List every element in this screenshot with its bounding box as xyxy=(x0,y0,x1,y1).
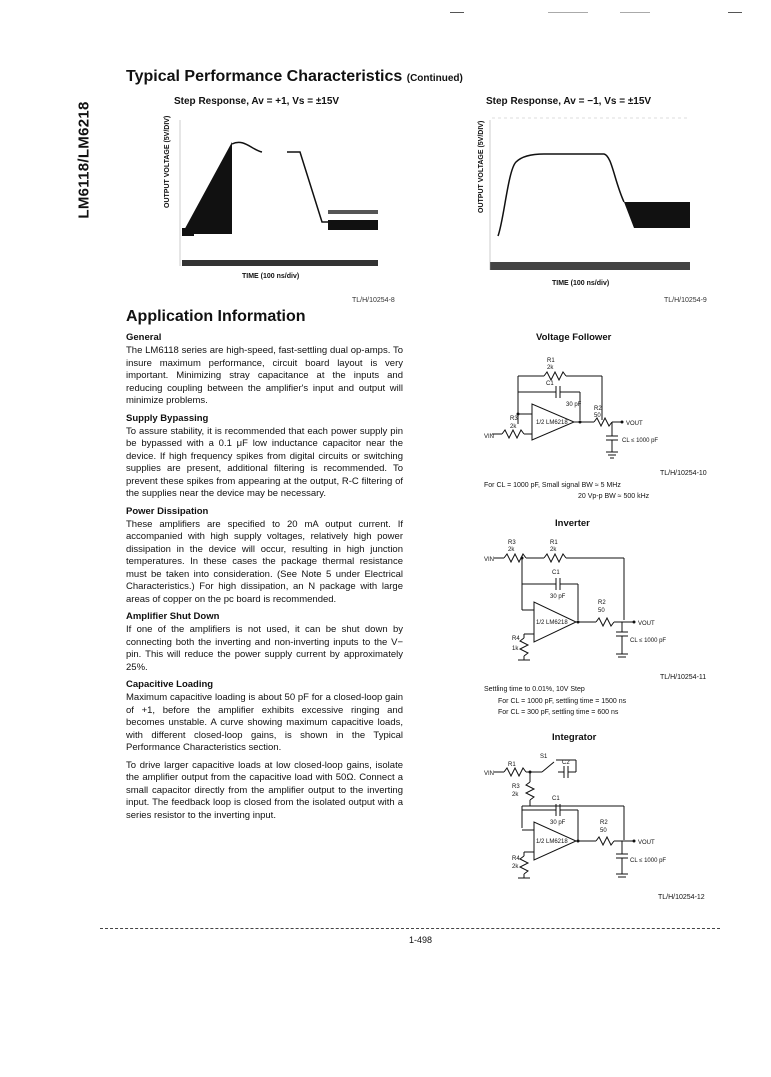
c1-label: C1 xyxy=(552,570,560,576)
inverter-schematic xyxy=(484,536,684,666)
r1-label: R1 xyxy=(508,762,516,768)
paragraph: These amplifiers are specified to 20 mA output current. If accompanied with high supply voltages, relatively high power dissipation in the device will occur, resulting in high junction temperatures. In these cases the package thermal resistance must be taken into consideration. (See Note 5 under Electrical Characteristics.) For high dissipation, an N package with large areas of copper on the pc board is recommended. xyxy=(126,518,403,605)
r2-value: 50 xyxy=(600,828,607,834)
inverter-figure-id: TL/H/10254-11 xyxy=(660,674,707,681)
graph2-xlabel: TIME (100 ns/div) xyxy=(552,280,610,287)
graph2-caption: Step Response, Av = −1, Vs = ±15V xyxy=(486,96,652,107)
section-title-text: Typical Performance Characteristics xyxy=(126,68,403,85)
r2-value: 50 xyxy=(598,608,605,614)
graph2-scope-trace xyxy=(484,110,694,275)
follower-note: For CL = 1000 pF, Small signal BW ≈ 5 MHz xyxy=(484,482,621,489)
heading-capacitive-loading: Capacitive Loading xyxy=(126,679,214,690)
scan-artifact xyxy=(620,12,650,13)
r3-value: 2k xyxy=(508,547,515,553)
voltage-follower-schematic xyxy=(484,348,684,468)
heading-general: General xyxy=(126,332,162,343)
r4-label: R4 xyxy=(512,856,520,862)
r2-label: R2 xyxy=(598,600,606,606)
r4-value: 2k xyxy=(512,864,519,870)
vout-label: VOUT xyxy=(638,621,655,627)
r1-value: 2k xyxy=(550,547,557,553)
vin-label: VIN xyxy=(484,771,495,777)
paragraph: If one of the amplifiers is not used, it can be shut down by connecting both the inverting and non-inverting inputs to the V− pin. This will reduce the power supply current by approximately 25%. xyxy=(126,624,403,673)
paragraph: The LM6118 series are high-speed, fast-settling dual op-amps. To insure maximum performance, circuit board layout is very important. Minimizing stray capacitance at the inputs and reducing coupling between the amplifier's input and output will minimize problems. xyxy=(126,345,403,406)
cl-label: CL ≤ 1000 pF xyxy=(622,438,659,444)
integrator-figure-id: TL/H/10254-12 xyxy=(658,894,705,901)
vin-label: VIN xyxy=(484,557,495,563)
paragraph: Maximum capacitive loading is about 50 pF for a closed-loop gain of +1, before the amplifier exhibits excessive ringing and becomes unstable. A curve showing maximum capacitive loads, with different closed-loop gains, is shown in the Typical Performance Characteristics section. xyxy=(126,692,403,753)
graph2-figure-id: TL/H/10254-9 xyxy=(664,297,707,304)
r4-value: 1k xyxy=(512,646,519,652)
application-info-title: Application Information xyxy=(126,308,306,325)
r3-label: R3 xyxy=(508,540,516,546)
application-text-column xyxy=(126,332,403,827)
inverter-title: Inverter xyxy=(555,518,590,529)
c1-label: C1 xyxy=(552,796,560,802)
follower-figure-id: TL/H/10254-10 xyxy=(660,470,707,477)
graph1-xlabel: TIME (100 ns/div) xyxy=(242,273,300,280)
graph1-scope-trace xyxy=(172,110,382,270)
integrator-schematic xyxy=(484,748,684,888)
scan-artifact xyxy=(728,12,742,13)
amp-label: 1/2 LM6218 xyxy=(536,420,568,426)
graph1-caption: Step Response, Av = +1, Vs = ±15V xyxy=(174,96,340,107)
r3-value: 2k xyxy=(510,424,517,430)
part-number-side-title: LM6118/LM6218 xyxy=(75,101,93,219)
graph1-figure-id: TL/H/10254-8 xyxy=(352,297,395,304)
graph2-ylabel: OUTPUT VOLTAGE (5V/DIV) xyxy=(478,120,485,213)
c1-label: C1 xyxy=(546,381,554,387)
r2-value: 50 xyxy=(594,413,601,419)
amp-label: 1/2 LM6218 xyxy=(536,839,568,845)
amp-label: 1/2 LM6218 xyxy=(536,620,568,626)
integrator-title: Integrator xyxy=(552,732,597,743)
heading-supply-bypassing: Supply Bypassing xyxy=(126,412,209,424)
inverter-note: For CL = 1000 pF, settling time = 1500 ns xyxy=(498,698,627,705)
r1-label: R1 xyxy=(550,540,558,546)
c1-value: 30 pF xyxy=(550,594,566,600)
r3-label: R3 xyxy=(512,784,520,790)
inverter-note: For CL = 300 pF, settling time = 600 ns xyxy=(498,709,619,716)
paragraph: To assure stability, it is recommended that each power supply pin be bypassed with a 0.1 μF low inductance capacitor near the device. If high frequency spikes from digital circuits or switching supplies are present, additional filtering is recommended. To prevent these spikes from appearing at the output, R-C filtering of the supplies near the device may be necessary. xyxy=(126,425,403,499)
paragraph: To drive larger capacitive loads at low closed-loop gains, isolate the amplifier output from the capacitive load with 50Ω. Connect a small capacitor directly from the amplifier output to the inverting input. The feedback loop is closed from the isolated output with a series resistor to the inverting input. xyxy=(126,759,403,821)
r1-label: R1 xyxy=(547,358,555,364)
c2-label: C2 xyxy=(562,760,570,766)
footer-divider xyxy=(100,928,720,929)
vin-label: VIN xyxy=(484,434,495,440)
continued-note: (Continued) xyxy=(406,73,463,84)
c1-value: 30 pF xyxy=(550,820,566,826)
vout-label: VOUT xyxy=(638,840,655,846)
cl-label: CL ≤ 1000 pF xyxy=(630,858,667,864)
r1-value: 2k xyxy=(547,365,554,371)
heading-amplifier-shut-down: Amplifier Shut Down xyxy=(126,611,220,622)
r3-label: R3 xyxy=(510,416,518,422)
r4-label: R4 xyxy=(512,636,520,642)
scan-artifact xyxy=(450,12,464,13)
c1-value: 30 pF xyxy=(566,402,582,408)
r2-label: R2 xyxy=(594,406,602,412)
vout-label: VOUT xyxy=(626,421,643,427)
follower-title: Voltage Follower xyxy=(536,332,612,343)
r3-value: 2k xyxy=(512,792,519,798)
r2-label: R2 xyxy=(600,820,608,826)
follower-note: 20 Vp-p BW ≈ 500 kHz xyxy=(578,493,650,500)
inverter-note: Settling time to 0.01%, 10V Step xyxy=(484,686,585,693)
section-title xyxy=(126,68,463,86)
cl-label: CL ≤ 1000 pF xyxy=(630,638,667,644)
heading-power-dissipation: Power Dissipation xyxy=(126,505,209,517)
page-number: 1-498 xyxy=(409,935,433,945)
scan-artifact xyxy=(548,12,588,13)
graph1-ylabel: OUTPUT VOLTAGE (5V/DIV) xyxy=(164,115,171,208)
s1-label: S1 xyxy=(540,754,548,760)
